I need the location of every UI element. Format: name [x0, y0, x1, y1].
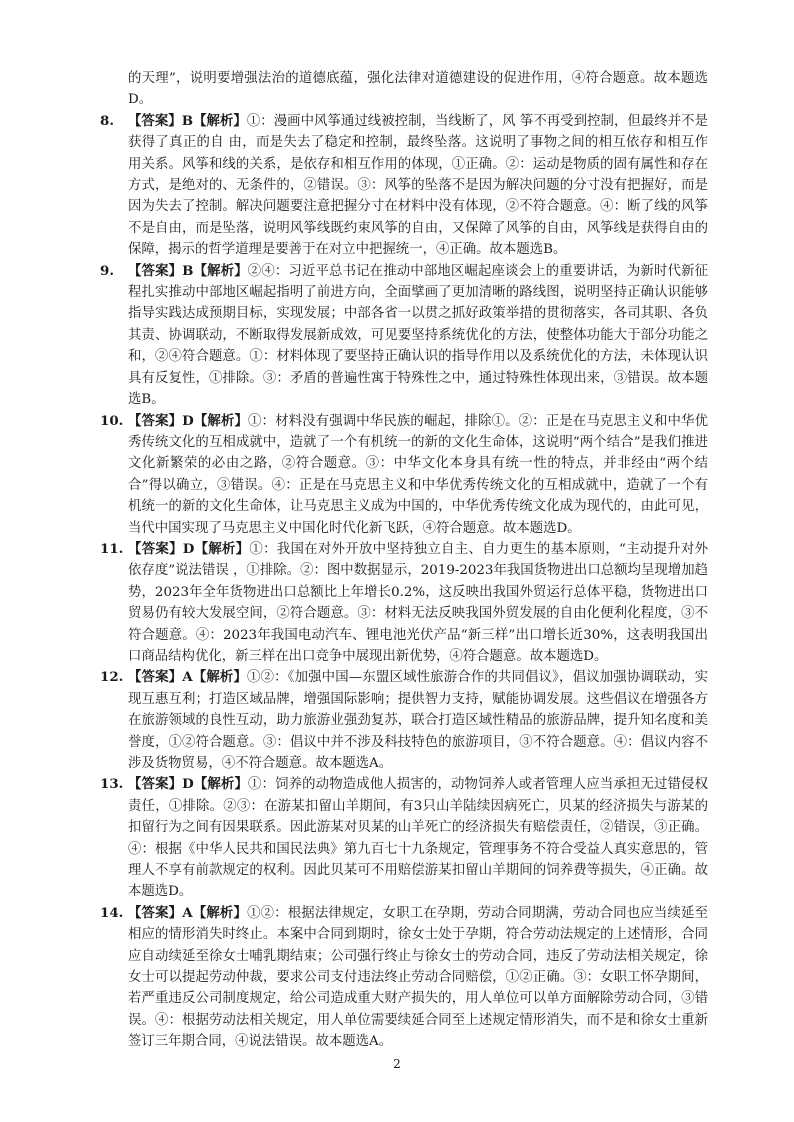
question-number: 10. [100, 412, 124, 429]
answer-label: 【答案】A【解析】 [128, 669, 248, 686]
answer-label: 【答案】B【解析】 [128, 262, 248, 279]
question-8 [100, 111, 708, 261]
explanation-text: ①：材料没有强调中华民族的崛起，排除①。②：正是在马克思主义和中华优秀传统文化的互相成就中，造就了一个有机统一的新的文化生命体，这说明“两个结合”是我们推进文化新繁荣的必由之路，②符合题意。③：中华文化本身具有统一性的特点，并非经由“两个结合”得以确立，③错误。④：正是在马克思主义和中华优秀传统文化的互相成就中，造就了一个有机统一的新的文化生命体，让马克思主义成为中国的，中华优秀传统文化成为现代的，由此可见，当代中国实现了马克思主义中国化时代化新飞跃，④符合题意。故本题选D。 [128, 413, 708, 536]
question-11 [100, 539, 708, 667]
answer-label: 【答案】D【解析】 [128, 540, 250, 557]
question-explanation [128, 111, 708, 261]
page-number: 2 [393, 1057, 401, 1071]
question-explanation [128, 539, 708, 667]
explanation-text: ①：饲养的动物造成他人损害的，动物饲养人或者管理人应当承担无过错侵权责任，①排除。②③：在游某扣留山羊期间，有3只山羊陆续因病死亡，贝某的经济损失与游某的扣留行为之间有因果联系。因此游某对贝某的山羊死亡的经济损失有赔偿责任，②错误，③正确。④：根据《中华人民共和国民法典》第九百七十九条规定，管理事务不符合受益人真实意思的，管理人不享有前款规定的权利。因此贝某可不用赔偿游某扣留山羊期间的饲养费等损失，④正确。故本题选D。 [128, 777, 708, 900]
question-explanation [128, 411, 708, 539]
question-number: 11. [100, 540, 124, 557]
question-13 [100, 774, 708, 902]
question-14 [100, 903, 708, 1053]
answer-label: 【答案】D【解析】 [128, 776, 249, 793]
question-number: 12. [100, 669, 124, 686]
explanation-text: ①②：《加强中国—东盟区域性旅游合作的共同倡议》，倡议加强协调联动，实现互惠互利；打造区域品牌，增强国际影响；提供智力支持，赋能协调发展。这些倡议在增强各方在旅游领域的良性互动，助力旅游业强劲复苏，联合打造区域性精品的旅游品牌，提升知名度和美誉度，①②符合题意。③：倡议中并不涉及科技特色的旅游项目，③不符合题意。④：倡议内容不涉及货物贸易，④不符合题意。故本题选A。 [128, 670, 708, 771]
question-explanation [128, 774, 708, 902]
question-10 [100, 411, 708, 539]
question-9 [100, 261, 708, 411]
document-page [100, 68, 708, 1053]
question-number: 8. [100, 112, 114, 129]
answer-label: 【答案】D【解析】 [128, 412, 249, 429]
question-number: 13. [100, 776, 124, 793]
answer-label: 【答案】A【解析】 [128, 904, 248, 921]
question-explanation [128, 261, 708, 411]
answer-label: 【答案】B【解析】 [128, 112, 247, 129]
continuation-paragraph: 的天理”，说明要增强法治的道德底蕴，强化法律对道德建设的促进作用，④符合题意。故本题选D。 [128, 71, 708, 108]
question-explanation [128, 903, 708, 1053]
explanation-text: ②④：习近平总书记在推动中部地区崛起座谈会上的重要讲话，为新时代新征程扎实推动中部地区崛起指明了前进方向，全面擘画了更加清晰的路线图，说明坚持正确认识能够指导实践达成预期目标，实现发展；中部各省一以贯之抓好政策举措的贯彻落实，各司其职、各负其责、协调联动，不断取得发展新成效，可见要坚持系统优化的方法，使整体功能大于部分功能之和，②④符合题意。①：材料体现了要坚持正确认识的指导作用以及系统优化的方法，未体现认识具有反复性，①排除。③：矛盾的普遍性寓于特殊性之中，通过特殊性体现出来，③错误。故本题选B。 [128, 263, 708, 408]
explanation-text: ①：漫画中风筝通过线被控制，当线断了，风 筝不再受到控制，但最终并不是获得了真正的自 由，而是失去了稳定和控制，最终坠落。这说明了事物之间的相互依存和相互作用关系。风筝和线的关系，是依存和相互作用的体现，①正确。②：运动是物质的固有属性和存在方式，是绝对的、无条件的，②错误。③：风筝的坠落不是因为解决问题的分寸没有把握好，而是因为失去了控制。解决问题要注意把握分寸在材料中没有体现，②不符合题意。④：断了线的风筝不是自由，而是坠落，说明风筝线既约束风筝的自由，又保障了风筝的自由，风筝线是获得自由的保障，揭示的哲学道理是要善于在对立中把握统一，④正确。故本题选B。 [128, 113, 708, 258]
question-explanation [128, 667, 708, 774]
explanation-text: ①：我国在对外开放中坚持独立自主、自力更生的基本原则，“主动提升对外依存度”说法错误 ，①排除。②：图中数据显示，2019-2023年我国货物进出口总额均呈现增加趋势，2023年全年货物进出口总额比上年增长0.2%，这反映出我国外贸运行总体平稳，货物进出口贸易仍有较大发展空间，②符合题意。③：材料无法反映我国外贸发展的自由化便利化程度，③不符合题意。④：2023年我国电动汽车、锂电池光伏产品“新三样”出口增长近30%，这表明我国出口商品结构优化，新三样在出口竞争中展现出新优势，④符合题意。故本题选D。 [128, 541, 708, 664]
explanation-text: ①②：根据法律规定，女职工在孕期，劳动合同期满，劳动合同也应当续延至相应的情形消失时终止。本案中合同到期时，徐女士处于孕期，符合劳动法规定的上述情形，合同应自动续延至徐女士哺乳期结束；公司强行终止与徐女士的劳动合同，违反了劳动法相关规定，徐女士可以提起劳动仲裁，要求公司支付违法终止劳动合同赔偿，①②正确。③：女职工怀孕期间，若严重违反公司制度规定，给公司造成重大财产损失的，用人单位可以单方面解除劳动合同，③错误。④：根据劳动法相关规定，用人单位需要续延合同至上述规定情形消失，而不是和徐女士重新签订三年期合同，④说法错误。故本题选A。 [128, 905, 709, 1050]
question-number: 9. [100, 262, 114, 279]
question-12 [100, 667, 708, 774]
question-number: 14. [100, 904, 124, 921]
